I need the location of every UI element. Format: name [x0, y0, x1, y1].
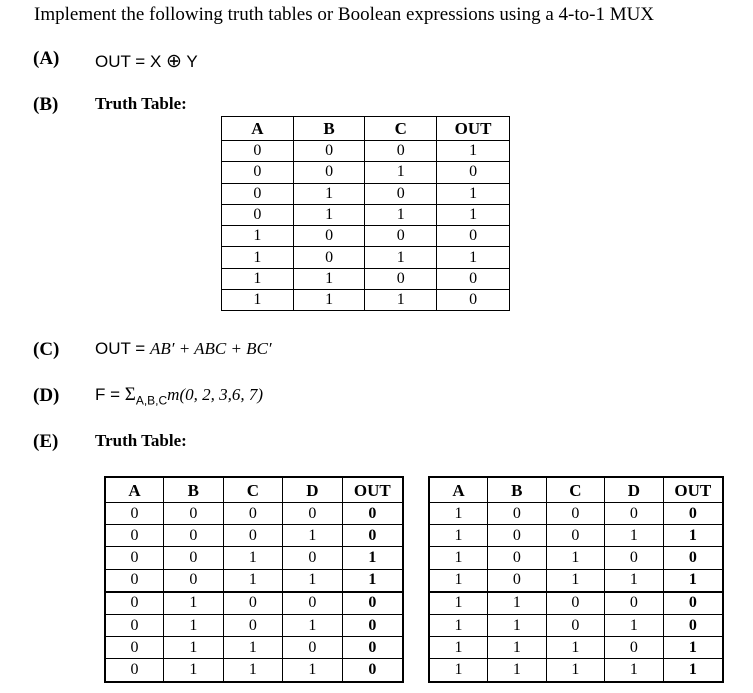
table-cell: 0 [105, 614, 164, 636]
sigma-symbol: Σ [124, 384, 136, 405]
table-cell: 0 [222, 141, 294, 162]
table-row [222, 290, 510, 311]
table-cell: 0 [164, 503, 224, 525]
table-cell: 1 [605, 614, 664, 636]
table-cell: 0 [222, 162, 294, 183]
table-cell: 1 [283, 569, 343, 592]
table-cell: 0 [365, 141, 437, 162]
table-cell: 0 [546, 592, 605, 615]
part-a-rhs: Y [186, 52, 198, 71]
truth-table-b-body [222, 117, 510, 311]
table-cell: 0 [105, 547, 164, 569]
table-cell: 1 [293, 290, 365, 311]
table-cell: 0 [342, 614, 403, 636]
table-cell: 0 [342, 637, 403, 659]
table-cell: 0 [222, 183, 294, 204]
table-cell: 0 [293, 162, 365, 183]
table-cell: 0 [342, 592, 403, 615]
table-cell: 0 [605, 547, 664, 569]
table-cell: 0 [488, 525, 547, 547]
table-cell: 0 [488, 569, 547, 592]
table-cell: 0 [105, 503, 164, 525]
table-cell: 0 [283, 637, 343, 659]
part-c-expression [95, 339, 272, 359]
table-cell: 0 [546, 614, 605, 636]
part-d-subscript: A,B,C [135, 393, 168, 408]
table-row [222, 247, 510, 268]
table-row [222, 183, 510, 204]
table-cell: 1 [546, 569, 605, 592]
part-a-expression [95, 50, 198, 73]
table-cell: 1 [437, 141, 510, 162]
table-cell: 1 [429, 569, 488, 592]
table-cell: 0 [546, 503, 605, 525]
table-row [429, 637, 723, 659]
table-row [222, 226, 510, 247]
table-cell: 0 [365, 268, 437, 289]
table-cell: 1 [429, 503, 488, 525]
table-cell: 0 [488, 547, 547, 569]
table-cell: 1 [437, 183, 510, 204]
table-cell: 1 [429, 547, 488, 569]
table-cell: 1 [429, 525, 488, 547]
table-cell: 0 [105, 525, 164, 547]
table-cell: 1 [223, 637, 283, 659]
table-row [429, 503, 723, 525]
table-cell: 0 [663, 614, 723, 636]
table-cell: 1 [488, 614, 547, 636]
table-cell: 1 [283, 614, 343, 636]
table-cell: 1 [164, 614, 224, 636]
part-b-heading: Truth Table: [95, 94, 187, 113]
table-cell: 0 [365, 226, 437, 247]
part-d-lhs: F = [95, 385, 125, 404]
table-cell: 1 [222, 226, 294, 247]
table-cell: 0 [605, 503, 664, 525]
table-row [222, 268, 510, 289]
table-cell: 1 [437, 247, 510, 268]
table-cell: 1 [223, 547, 283, 569]
table-cell: 1 [488, 592, 547, 615]
column-header: B [293, 117, 365, 141]
table-cell: 1 [429, 637, 488, 659]
part-c-rhs: AB′ + ABC + BC′ [149, 339, 272, 358]
column-header: D [605, 477, 664, 503]
table-cell: 1 [283, 659, 343, 682]
column-header: C [365, 117, 437, 141]
table-cell: 0 [663, 547, 723, 569]
table-cell: 1 [546, 547, 605, 569]
table-row [222, 141, 510, 162]
table-cell: 1 [365, 247, 437, 268]
table-row [429, 659, 723, 682]
table-cell: 0 [223, 525, 283, 547]
table-cell: 0 [223, 614, 283, 636]
table-cell: 0 [105, 637, 164, 659]
table-cell: 1 [365, 162, 437, 183]
table-cell: 0 [342, 659, 403, 682]
column-header: B [164, 477, 224, 503]
table-cell: 0 [663, 503, 723, 525]
table-cell: 1 [164, 637, 224, 659]
table-cell: 1 [546, 659, 605, 682]
table-cell: 0 [605, 592, 664, 615]
table-cell: 1 [488, 637, 547, 659]
table-cell: 1 [663, 659, 723, 682]
column-header: B [488, 477, 547, 503]
table-cell: 1 [663, 569, 723, 592]
part-a-label: (A) [33, 48, 60, 69]
part-d-label: (D) [33, 385, 60, 406]
table-row [429, 547, 723, 569]
table-cell: 1 [222, 268, 294, 289]
table-cell: 0 [164, 569, 224, 592]
table-cell: 0 [283, 503, 343, 525]
table-cell: 1 [605, 569, 664, 592]
table-cell: 1 [429, 592, 488, 615]
column-header: OUT [437, 117, 510, 141]
column-header: C [546, 477, 605, 503]
table-row [105, 592, 403, 615]
table-cell: 1 [365, 204, 437, 225]
part-e-heading: Truth Table: [95, 431, 187, 450]
table-cell: 1 [488, 659, 547, 682]
table-cell: 0 [293, 247, 365, 268]
table-cell: 0 [342, 503, 403, 525]
table-cell: 0 [546, 525, 605, 547]
table-cell: 1 [437, 204, 510, 225]
table-row [429, 569, 723, 592]
table-cell: 0 [605, 637, 664, 659]
table-cell: 0 [222, 204, 294, 225]
table-row [429, 525, 723, 547]
truth-table-e-left [104, 476, 404, 683]
table-cell: 1 [605, 525, 664, 547]
table-cell: 1 [546, 637, 605, 659]
table-cell: 0 [105, 569, 164, 592]
truth-table-e-right [428, 476, 724, 683]
table-row [105, 569, 403, 592]
table-cell: 0 [437, 226, 510, 247]
table-cell: 1 [663, 525, 723, 547]
table-cell: 1 [342, 547, 403, 569]
table-cell: 0 [437, 162, 510, 183]
truth-table-b [221, 116, 510, 311]
truth-table-e-right-body [429, 477, 723, 682]
column-header: C [223, 477, 283, 503]
part-d-expression [95, 384, 263, 407]
truth-table-e-left-body [105, 477, 403, 682]
xor-symbol: ⊕ [166, 51, 182, 72]
table-cell: 1 [164, 592, 224, 615]
column-header: A [429, 477, 488, 503]
table-cell: 1 [605, 659, 664, 682]
part-c-label: (C) [33, 339, 60, 360]
table-cell: 1 [342, 569, 403, 592]
table-cell: 1 [223, 659, 283, 682]
table-cell: 0 [164, 547, 224, 569]
table-row [429, 592, 723, 615]
table-cell: 0 [437, 268, 510, 289]
page-title: Implement the following truth tables or Boolean expressions using a 4-to-1 MUX [34, 4, 655, 25]
table-cell: 1 [222, 247, 294, 268]
part-c-lhs: OUT = [95, 339, 150, 358]
table-cell: 0 [283, 547, 343, 569]
table-cell: 0 [342, 525, 403, 547]
header-row [222, 117, 510, 141]
table-cell: 1 [429, 614, 488, 636]
table-cell: 0 [223, 503, 283, 525]
table-row [105, 659, 403, 682]
part-a-lhs: OUT = X [95, 52, 162, 71]
column-header: OUT [342, 477, 403, 503]
table-row [105, 547, 403, 569]
column-header: D [283, 477, 343, 503]
table-cell: 0 [105, 659, 164, 682]
table-cell: 0 [663, 592, 723, 615]
table-cell: 0 [293, 226, 365, 247]
header-row [105, 477, 403, 503]
part-e-label: (E) [33, 431, 59, 452]
table-cell: 1 [283, 525, 343, 547]
table-cell: 0 [283, 592, 343, 615]
table-cell: 0 [223, 592, 283, 615]
table-cell: 1 [365, 290, 437, 311]
table-cell: 0 [488, 503, 547, 525]
column-header: A [105, 477, 164, 503]
part-b-label: (B) [33, 94, 59, 115]
table-row [222, 162, 510, 183]
table-row [429, 614, 723, 636]
table-cell: 1 [293, 183, 365, 204]
table-row [105, 525, 403, 547]
table-row [105, 614, 403, 636]
table-cell: 1 [429, 659, 488, 682]
table-cell: 0 [293, 141, 365, 162]
table-cell: 1 [293, 268, 365, 289]
table-cell: 0 [105, 592, 164, 615]
table-cell: 1 [293, 204, 365, 225]
table-cell: 0 [365, 183, 437, 204]
table-cell: 1 [222, 290, 294, 311]
table-cell: 1 [223, 569, 283, 592]
table-cell: 0 [164, 525, 224, 547]
column-header: A [222, 117, 294, 141]
table-row [105, 637, 403, 659]
part-d-rhs: m(0, 2, 3,6, 7) [167, 385, 264, 404]
table-cell: 0 [437, 290, 510, 311]
table-cell: 1 [663, 637, 723, 659]
header-row [429, 477, 723, 503]
table-row [105, 503, 403, 525]
column-header: OUT [663, 477, 723, 503]
table-cell: 1 [164, 659, 224, 682]
table-row [222, 204, 510, 225]
